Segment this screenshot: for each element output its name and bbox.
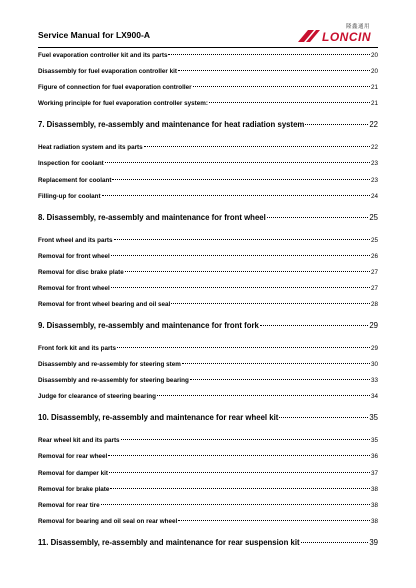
page-header [38,22,378,46]
toc-page-number: 35 [369,413,378,423]
toc-entry-title: Judge for clearance of steering bearing [38,393,156,401]
toc-entry[interactable] [38,393,378,403]
toc-dot-leader [102,195,370,196]
toc-entry[interactable] [38,144,378,154]
toc-page-number: 39 [369,537,378,547]
toc-page-number: 33 [370,377,378,385]
toc-page-number: 23 [370,176,378,184]
toc-page-number: 22 [370,144,378,152]
toc-chapter-entry[interactable] [38,538,378,550]
toc-entry-title: Removal for damper kit [38,469,108,477]
toc-entry-title: 7. Disassembly, re-assembly and maintenance for heat radiation system [38,120,305,130]
toc-page-number: 20 [370,52,378,59]
toc-entry[interactable] [38,361,378,371]
toc-dot-leader [305,124,368,125]
toc-dot-leader [125,271,370,272]
toc-entry-title: Removal for disc brake plate [38,268,124,276]
toc-entry[interactable] [38,301,378,311]
toc-entry[interactable] [38,68,378,78]
toc-page-number: 38 [370,517,378,525]
toc-entry-title: Front fork kit and its parts [38,345,117,352]
toc-entry-title: Filling-up for coolant [38,192,101,200]
toc-entry-title: Disassembly and re-assembly for steering stem [38,361,181,369]
toc-dot-leader [109,472,370,473]
toc-page-number: 30 [370,361,378,369]
toc-page-number: 22 [369,120,378,130]
toc-page-number: 34 [370,393,378,401]
toc-dot-leader [114,239,370,240]
toc-dot-leader [144,146,370,147]
toc-page-number: 23 [370,160,378,168]
toc-chapter-entry[interactable] [38,321,378,333]
toc-entry-title: Working principle for fuel evaporation controller system: [38,100,208,108]
toc-dot-leader [178,520,370,521]
toc-page-number: 29 [370,345,378,352]
toc-dot-leader [279,417,368,418]
toc-page-number: 38 [370,501,378,509]
toc-page-number: 36 [370,453,378,461]
toc-dot-leader [101,504,370,505]
toc-dot-leader [171,303,370,304]
toc-dot-leader [111,287,370,288]
toc-entry-title: Removal for bearing and oil seal on rear wheel [38,517,178,525]
toc-page-number: 25 [370,236,378,244]
toc-entry-title: 8. Disassembly, re-assembly and maintenance for front wheel [38,212,266,222]
toc-entry-title: Disassembly for fuel evaporation controller kit [38,68,177,76]
header-divider [38,47,378,48]
toc-page-number: 27 [370,268,378,276]
toc-dot-leader [117,347,370,348]
toc-entry[interactable] [38,100,378,110]
toc-entry[interactable] [38,84,378,94]
toc-page-number: 27 [370,284,378,292]
loncin-logo-icon [298,28,378,44]
toc-entry[interactable] [38,377,378,387]
toc-page-number: 28 [370,301,378,308]
toc-dot-leader [121,439,370,440]
toc-entry[interactable] [38,453,378,463]
toc-entry-title: 9. Disassembly, re-assembly and maintenance for front fork [38,321,259,330]
toc-page-number: 24 [370,192,378,200]
toc-entry[interactable] [38,502,378,512]
toc-entry[interactable] [38,285,378,295]
toc-entry[interactable] [38,160,378,170]
toc-entry[interactable] [38,177,378,187]
toc-page-number: 25 [369,212,378,222]
toc-entry-title: Disassembly and re-assembly for steering bearing [38,377,189,385]
toc-entry[interactable] [38,52,378,62]
toc-entry-title: Rear wheel kit and its parts [38,437,120,445]
toc-entry-title: Fuel evaporation controller kit and its parts [38,52,168,59]
toc-entry-title: Removal for brake plate [38,485,110,493]
toc-dot-leader [209,102,370,103]
toc-page-number: 26 [370,252,378,260]
toc-dot-leader [193,86,370,87]
toc-entry-title: Removal for rear wheel [38,453,108,461]
toc-page-number: 37 [370,469,378,477]
toc-page-number: 35 [370,437,378,445]
toc-entry-title: Removal for rear tire [38,501,100,509]
toc-entry-title: 10. Disassembly, re-assembly and maintenance for rear wheel kit [38,413,279,423]
toc-dot-leader [267,217,369,218]
toc-dot-leader [301,542,369,543]
toc-entry-title: Figure of connection for fuel evaporation controller [38,84,192,92]
toc-page-number: 38 [370,485,378,493]
toc-entry[interactable] [38,470,378,480]
toc-page-number: 21 [370,100,378,108]
toc-entry-title: 11. Disassembly, re-assembly and maintenance for rear suspension kit [38,537,300,547]
toc-entry-title: Inspection for coolant [38,160,104,168]
toc-dot-leader [182,363,370,364]
toc-chapter-entry[interactable] [38,413,378,425]
toc-dot-leader [110,488,370,489]
toc-dot-leader [112,179,370,180]
toc-page-number: 29 [369,321,378,330]
toc-dot-leader [108,455,370,456]
toc-entry[interactable] [38,269,378,279]
toc-entry[interactable] [38,193,378,203]
loncin-logo [298,22,378,46]
toc-entry-title: Heat radiation system and its parts [38,144,143,152]
toc-dot-leader [190,379,370,380]
toc-dot-leader [260,325,368,326]
toc-chapter-entry[interactable] [38,213,378,225]
toc-dot-leader [178,70,370,71]
toc-page-number: 21 [370,84,378,92]
toc-entry-title: Removal for front wheel bearing and oil seal [38,301,171,308]
toc-entry[interactable] [38,486,378,496]
toc-dot-leader [157,395,370,396]
toc-chapter-entry[interactable] [38,120,378,132]
toc-entry[interactable] [38,437,378,447]
toc-page-number: 20 [370,68,378,76]
toc-entry[interactable] [38,237,378,247]
toc-entry-title: Front wheel and its parts [38,236,113,244]
toc-entry-title: Replacement for coolant [38,176,112,184]
logo-text: LONCIN [322,30,371,44]
toc-entry-title: Removal for front wheel [38,252,110,260]
toc-entry[interactable] [38,253,378,263]
toc-entry-title: Removal for front wheel [38,284,110,292]
toc-dot-leader [111,255,370,256]
toc-dot-leader [168,54,370,55]
document-title: Service Manual for LX900-A [38,30,150,40]
logo-chinese-text: 隆鑫通用 [345,24,370,30]
toc-dot-leader [105,162,370,163]
toc-entry[interactable] [38,518,378,528]
toc-entry[interactable] [38,345,378,355]
